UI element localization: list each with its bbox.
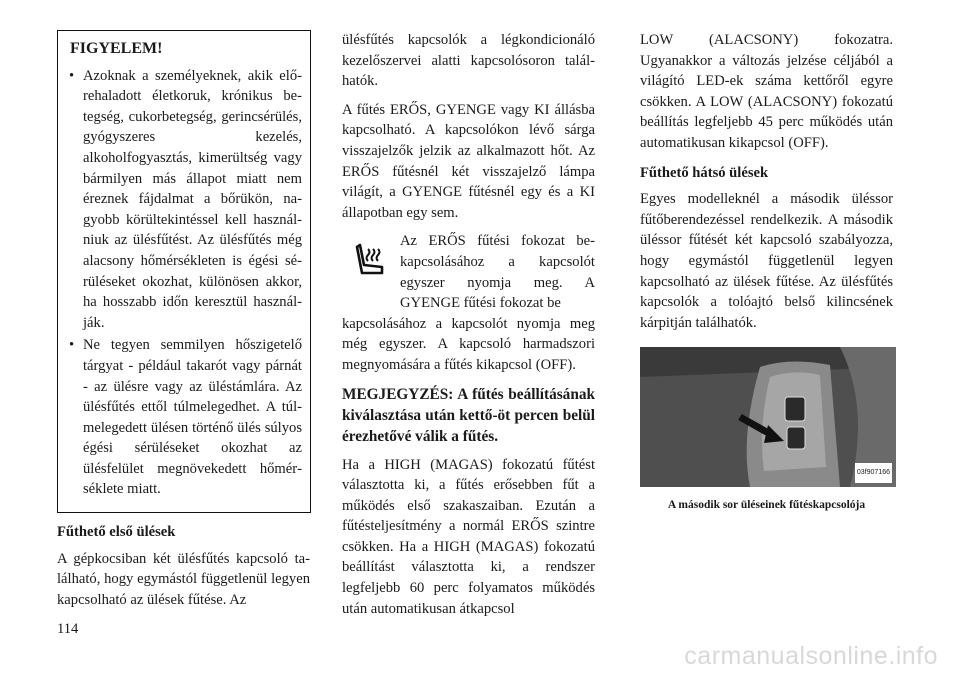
paragraph: Egyes modelleknél a második üléssor fűtőberendezéssel rendelkezik. A második üléssor fűtését két kapcsoló szabályozza, hogy egymástól függetlenül legyen kapcsolható az ülések fűtése. Az ülésfűtés kapcsolók a tolóajtó belső kilincsének kárpitján találhatók. bbox=[640, 191, 893, 331]
figure-caption: A második sor üléseinek fűtéskapcsolója bbox=[667, 499, 866, 512]
warning-box bbox=[57, 30, 311, 513]
paragraph: ülésfűtés kapcsolók a légkondicionáló kezelőszervei alatti kapcsolósoron találhatók. bbox=[342, 32, 595, 90]
section-heading-front-seats: Fűthető első ülések bbox=[57, 524, 176, 541]
column-3 bbox=[640, 30, 893, 516]
paragraph: kapcsolásához a kapcsolót nyomja meg még egyszer. A kapcsoló harmadszori megnyomására a fűtés kikapcsol (OFF). bbox=[342, 315, 595, 373]
rear-seat-heater-switch-photo bbox=[640, 347, 896, 487]
seat-heater-icon bbox=[342, 231, 400, 291]
warning-title: FIGYELEM! bbox=[70, 40, 163, 57]
paragraph: A fűtés ERŐS, GYENGE vagy KI állásba kapcsolható. A kapcsolókon lévő sárga visszajelzők jelzik az alkalmazott hőt. Az ERŐS fűtésnél két visszajelző lámpa világít, a GYENGE fűtésnél egy és a KI állapotban egy sem. bbox=[342, 101, 595, 221]
icon-paragraph bbox=[342, 231, 595, 313]
watermark: carmanualsonline.info bbox=[684, 642, 938, 670]
paragraph: A gépkocsiban két ülésfűtés kapcsoló található, hogy egymástól függetlenül legyen kapcsolható az ülések fűtése. Az bbox=[57, 550, 310, 608]
figure-code: 03f907166 bbox=[855, 463, 892, 484]
section-heading-rear-seats: Fűthető hátsó ülések bbox=[640, 164, 769, 181]
warning-bullet-2: • Ne tegyen semmilyen hőszigetelő tárgyat - például takarót vagy párnát - az ülésre vagy az üléstámlára. Az ülésfűtés ettől túlmelegedhet. A túlmelegedett ülésen történő ülés súlyos égési sérüléseket okozhat az ülésfelület megnövekedett hőmérséklete miatt. bbox=[66, 335, 302, 500]
paragraph: LOW (ALACSONY) fokozatra. Ugyanakkor a változás jelzése céljából a világító LED-ek száma kettőről egyre csökken. A LOW (ALACSONY) fokozatú beállítás legfeljebb 45 perc működés után automatikusan kikapcsol (OFF). bbox=[640, 32, 893, 151]
column-1 bbox=[57, 30, 310, 618]
paragraph: Ha a HIGH (MAGAS) fokozatú fűtést választotta ki, a fűtés erősebben fűt a működés első szakaszaiban. Ezután a fűtésteljesítmény a normál ERŐS szintre csökken. Ha a HIGH (MAGAS) fokozatú beállítást választotta ki, a rendszer legfeljebb 60 perc folyamatos működés után automatikusan átkapcsol bbox=[342, 456, 595, 617]
warning-bullet-1: • Azoknak a személyeknek, akik előrehaladott életkoruk, krónikus betegség, cukorbetegség, gerincsérülés, gyógyszeres kezelés, alkoholfogyasztás, kimerültség vagy bármilyen más állapot miatt nem éreznek fájdalmat a bőrükön, nagyobb körültekintéssel kell használniuk az ülésfűtést. Az ülésfűtés még alacsony hőmérsékleten is égési sérüléseket okozhat, különösen akkor, ha hosszabb időn keresztül használják. bbox=[66, 66, 302, 334]
column-2 bbox=[342, 30, 595, 627]
note: MEGJEGYZÉS: A fűtés beállításának kiválasztása után kettő-öt percen belül érezhetővé válik a fűtés. bbox=[342, 385, 595, 445]
page-number: 114 bbox=[57, 621, 79, 637]
icon-text: Az ERŐS fűtési fokozat bekapcsolásához a kapcsolót egyszer nyomja meg. A GYENGE fűtési fokozat be bbox=[400, 233, 595, 312]
